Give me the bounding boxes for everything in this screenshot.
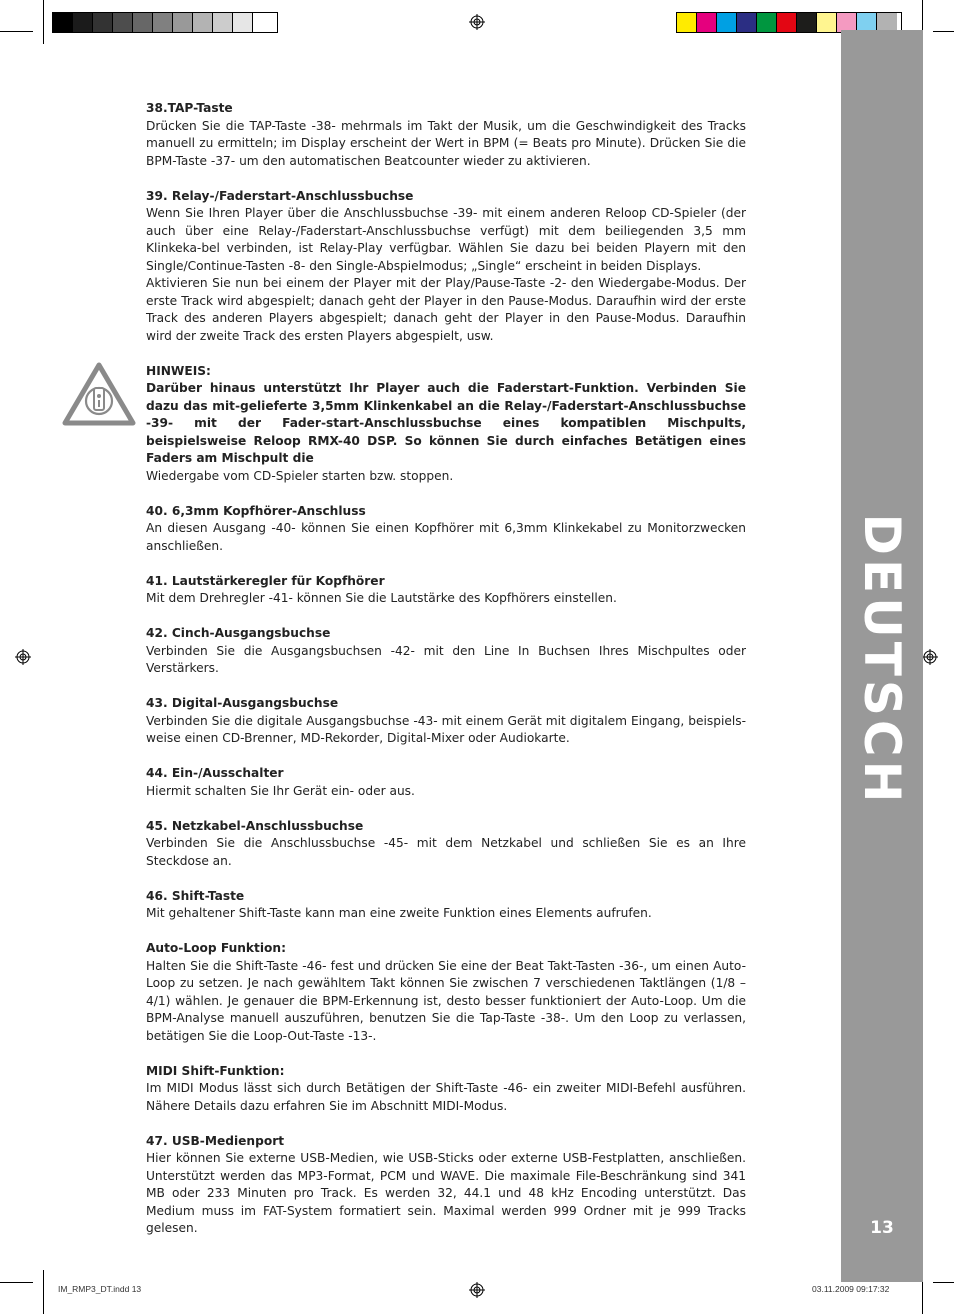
color-swatch [113, 13, 133, 32]
section-heading: 39. Relay-/Faderstart-Anschlussbuchse [146, 188, 414, 203]
paragraph: Wiedergabe vom CD-Spieler starten bzw. stoppen. [146, 468, 454, 483]
color-swatch [797, 13, 817, 32]
color-swatch [93, 13, 113, 32]
crop-mark [933, 31, 954, 32]
section-heading: HINWEIS: [146, 363, 211, 378]
warning-icon [62, 362, 136, 426]
section-digital-ausgang [146, 695, 746, 748]
gray-color-bar [52, 12, 278, 33]
slug-timestamp: 03.11.2009 09:17:32 [812, 1284, 890, 1294]
section-ein-ausschalter [146, 765, 746, 800]
registration-mark-icon [15, 649, 31, 665]
paragraph: Verbinden Sie die Ausgangsbuchsen -42- mit den Line In Buchsen Ihres Mischpultes oder Verstärkers. [146, 643, 746, 675]
color-swatch [213, 13, 233, 32]
section-cinch-ausgang [146, 625, 746, 678]
color-swatch [53, 13, 73, 32]
language-label [841, 513, 923, 807]
paragraph: Aktivieren Sie nun bei einem der Player mit der Play/Pause-Taste -2- den Wiedergabe-Modus. Der erste Track wird abgespielt; danach geht der Player in den Pause-Modus. Daraufhin wird der erste Track des anderen Players abgespielt; danach geht der Player in den Pause-Modus. Daraufhin wird der zweite Track des ersten Players abgespielt, usw. [146, 276, 746, 343]
section-heading: Auto-Loop Funktion: [146, 941, 286, 955]
section-heading: 42. Cinch-Ausgangsbuchse [146, 626, 331, 640]
color-swatch [133, 13, 153, 32]
section-heading: MIDI Shift-Funktion: [146, 1063, 285, 1078]
paragraph: Hier können Sie externe USB-Medien, wie USB-Sticks oder externe USB-Festplatten, anschließen. Unterstützt werden das MP3-Format, PCM und WAVE. Die maximale File-Beschränkung sind 341 MB oder 233 Minuten pro Track. Es werden 32, 44.1 und 48 kHz Encoding unterstützt. Das Medium muss im FAT-System formatiert sein. Maximal werden 999 Ordner mit je 999 Tracks gelesen. [146, 1151, 746, 1235]
section-auto-loop [146, 940, 746, 1045]
language-text: DEUTSCH [853, 513, 911, 807]
section-kopfhoerer-anschluss [146, 503, 746, 556]
color-swatch [73, 13, 93, 32]
crop-mark [43, 1270, 44, 1314]
color-swatch [717, 13, 737, 32]
registration-mark-icon [922, 649, 938, 665]
color-swatch [777, 13, 797, 32]
section-lautstaerkeregler [146, 573, 746, 608]
section-heading: 41. Lautstärkeregler für Kopfhörer [146, 573, 385, 588]
color-swatch [677, 13, 697, 32]
paragraph: Verbinden Sie die Anschlussbuchse -45- mit dem Netzkabel und schließen Sie es an Ihre Steckdose an. [146, 836, 746, 868]
crop-mark [0, 1282, 33, 1283]
paragraph: An diesen Ausgang -40- können Sie einen Kopfhörer mit 6,3mm Klinkekabel zu Monitorzwecken anschließen. [146, 521, 746, 553]
section-midi-shift [146, 1063, 746, 1116]
manual-content [146, 100, 746, 1255]
note-paragraph: Darüber hinaus unterstützt Ihr Player auch die Faderstart-Funktion. Verbinden Sie dazu das mit-gelieferte 3,5mm Klinkenkabel an die Relay-/Faderstart-Anschlussbuchse -39- mit der Fader-start-Anschlussbuchse eines kompatiblen Mischpults, beispielsweise Reloop RMX-40 DSP. So können Sie durch einfaches Betätigen eines Faders am Mischpult die [146, 381, 746, 465]
paragraph: Hiermit schalten Sie Ihr Gerät ein- oder aus. [146, 783, 415, 798]
color-swatch [153, 13, 173, 32]
section-tap-taste [146, 100, 746, 170]
section-heading: 45. Netzkabel-Anschlussbuchse [146, 818, 364, 833]
section-usb-medienport [146, 1133, 746, 1238]
color-swatch [697, 13, 717, 32]
section-heading: 38.TAP-Taste [146, 101, 233, 115]
paragraph: Mit gehaltener Shift-Taste kann man eine zweite Funktion eines Elements aufrufen. [146, 906, 652, 920]
crop-mark [0, 31, 33, 32]
paragraph: Wenn Sie Ihren Player über die Anschlussbuchse -39- mit einem anderen Reloop CD-Spieler (der auch über eine Relay-/Faderstart-Anschlussbuchse verfügt) mit dem beiliegenden 3,5 mm Klinkeka-bel verbinden, ist Relay-Play verfügbar. Wählen Sie dazu bei beiden Playern mit den Single/Continue-Tasten -8- den Single-Abspielmodus; „Single“ erscheint in beiden Displays. [146, 206, 746, 273]
color-swatch [193, 13, 213, 32]
color-swatch [173, 13, 193, 32]
paragraph: Halten Sie die Shift-Taste -46- fest und drücken Sie eine der Beat Takt-Tasten -36-, um einen Auto-Loop zu setzen. Je nach gewähltem Takt können Sie zwischen 7 verschiedenen Taktlängen (1/8 – 4/1) wählen. Je genauer die BPM-Erkennung ist, desto besser funktioniert der Auto-Loop. Um die BPM-Analyse manuell auszuführen, benutzen Sie die Tap-Taste -38-. Um den Loop zu verlassen, betätigen Sie die Loop-Out-Taste -13-. [146, 958, 746, 1043]
section-heading: 46. Shift-Taste [146, 888, 245, 903]
section-shift-taste [146, 888, 746, 923]
registration-mark-icon [469, 1282, 485, 1298]
registration-mark-icon [469, 14, 485, 30]
paragraph: Verbinden Sie die digitale Ausgangsbuchse -43- mit einem Gerät mit digitalem Eingang, beispiels-weise einen CD-Brenner, MD-Rekorder, Digital-Mixer oder Audiokarte. [146, 713, 746, 745]
section-hinweis [146, 363, 746, 486]
color-swatch [233, 13, 253, 32]
paragraph: Drücken Sie die TAP-Taste -38- mehrmals im Takt der Musik, um die Geschwindigkeit des Tracks manuell zu ermitteln; im Display erscheint der Wert in BPM (= Beats pro Minute). Drücken Sie die BPM-Taste -37- um den automatischen Beatcounter wieder zu aktivieren. [146, 118, 746, 168]
slug-filename: IM_RMP3_DT.indd 13 [58, 1284, 142, 1294]
color-swatch [737, 13, 757, 32]
paragraph: Mit dem Drehregler -41- können Sie die Lautstärke des Kopfhörers einstellen. [146, 591, 617, 605]
color-swatch [817, 13, 837, 32]
crop-mark [933, 1282, 954, 1283]
crop-mark [43, 0, 44, 44]
section-heading: 40. 6,3mm Kopfhörer-Anschluss [146, 503, 366, 518]
section-heading: 44. Ein-/Ausschalter [146, 766, 284, 780]
section-heading: 47. USB-Medienport [146, 1133, 285, 1148]
paragraph: Im MIDI Modus lässt sich durch Betätigen der Shift-Taste -46- ein zweiter MIDI-Befehl ausführen. Nähere Details dazu erfahren Sie im Abschnitt MIDI-Modus. [146, 1081, 746, 1113]
color-swatch [253, 13, 273, 32]
color-swatch [757, 13, 777, 32]
section-relay-faderstart [146, 188, 746, 346]
section-netzkabel [146, 818, 746, 871]
section-heading: 43. Digital-Ausgangsbuchse [146, 696, 339, 710]
page-number: 13 [870, 1218, 894, 1238]
